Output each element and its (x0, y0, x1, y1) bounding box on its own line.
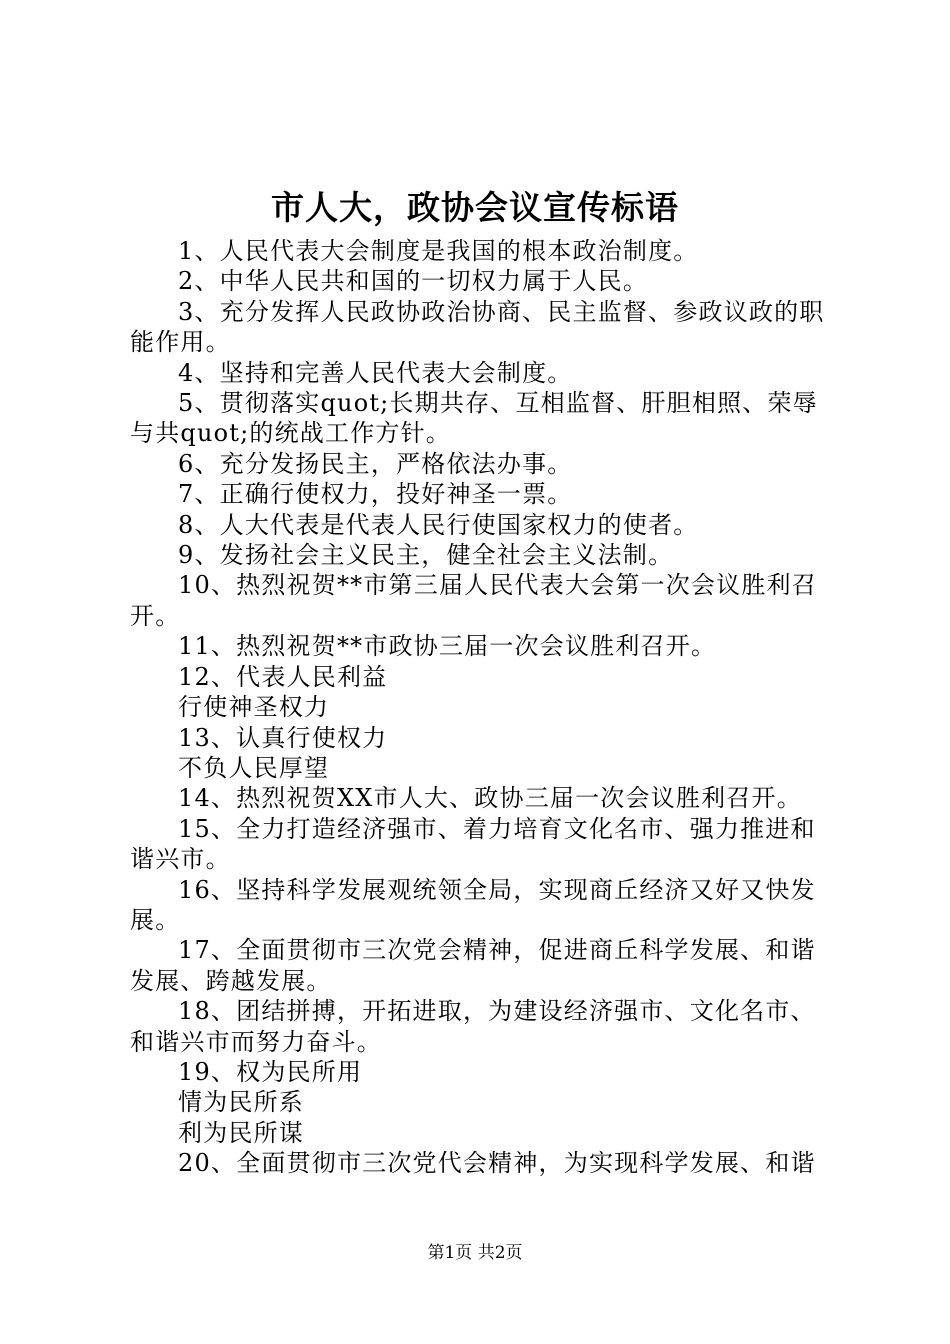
slogan-subline: 不负人民厚望 (178, 753, 330, 782)
slogan-item: 9、发扬社会主义民主，健全社会主义法制。 (178, 541, 674, 570)
slogan-item: 14、热烈祝贺XX市人大、政协三届一次会议胜利召开。 (178, 784, 802, 813)
slogan-item: 10、热烈祝贺**市第三届人民代表大会第一次会议胜利召开。 (130, 571, 817, 630)
document-title: 市人大，政协会议宣传标语 (271, 188, 679, 227)
slogan-subline: 利为民所谋 (178, 1118, 304, 1147)
slogan-item: 7、正确行使权力，投好神圣一票。 (178, 480, 573, 509)
slogan-item: 6、充分发扬民主，严格依法办事。 (178, 449, 573, 478)
document-body (130, 236, 832, 1179)
slogan-subline: 情为民所系 (178, 1088, 304, 1117)
slogan-item: 17、全面贯彻市三次党会精神，促进商丘科学发展、和谐发展、跨越发展。 (130, 936, 816, 995)
page-footer: 第1页 共2页 (427, 1243, 523, 1263)
slogan-item: 12、代表人民利益 (178, 662, 388, 691)
slogan-subline: 行使神圣权力 (178, 693, 330, 722)
slogan-item: 1、人民代表大会制度是我国的根本政治制度。 (178, 237, 699, 265)
slogan-item: 2、中华人民共和国的一切权力属于人民。 (178, 267, 649, 296)
slogan-item: 19、权为民所用 (178, 1057, 363, 1086)
slogan-item: 3、充分发挥人民政协政治协商、民主监督、参政议政的职能作用。 (130, 297, 825, 357)
slogan-item: 11、热烈祝贺**市政协三届一次会议胜利召开。 (178, 632, 717, 661)
slogan-item: 20、全面贯彻市三次党代会精神，为实现科学发展、和谐 (178, 1149, 816, 1178)
slogan-item: 4、坚持和完善人民代表大会制度。 (178, 358, 573, 387)
slogan-item: 16、坚持科学发展观统领全局，实现商丘经济又好又快发展。 (130, 875, 816, 934)
slogan-item: 5、贯彻落实quot;长期共存、互相监督、肝胆相照、荣辱与共quot;的统战工作方针。 (130, 389, 818, 448)
slogan-item: 13、认真行使权力 (178, 723, 388, 752)
slogan-item: 18、团结拼搏，开拓进取，为建设经济强市、文化名市、和谐兴市而努力奋斗。 (130, 997, 816, 1056)
slogan-item: 15、全力打造经济强市、着力培育文化名市、强力推进和谐兴市。 (130, 814, 816, 874)
slogan-item: 8、人大代表是代表人民行使国家权力的使者。 (178, 510, 699, 539)
